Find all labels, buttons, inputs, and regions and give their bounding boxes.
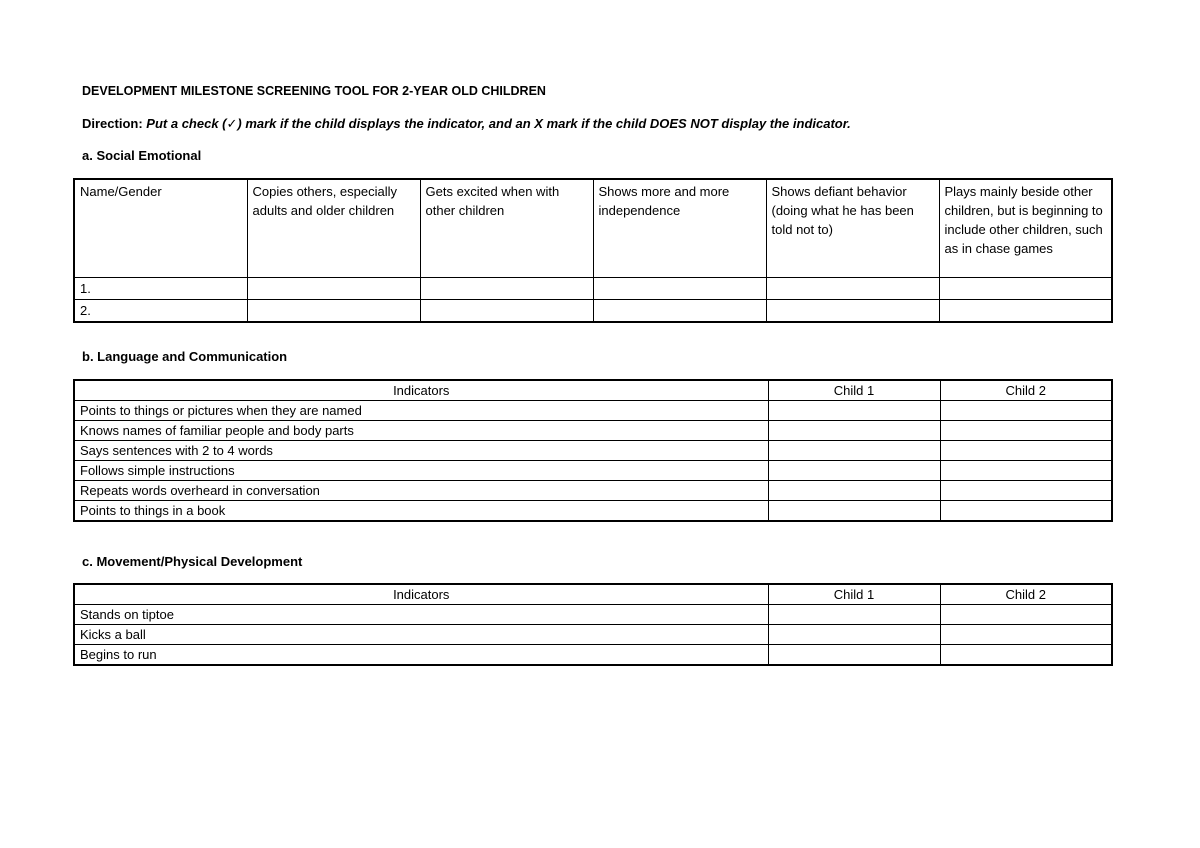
table-row <box>74 625 1112 645</box>
checkbox-cell[interactable] <box>940 441 1112 461</box>
direction-line <box>82 116 851 132</box>
table-row <box>74 300 1112 323</box>
child2-header: Child 2 <box>940 584 1112 605</box>
checkbox-cell[interactable] <box>768 441 940 461</box>
checkbox-cell[interactable] <box>940 625 1112 645</box>
social-header-cell: Copies others, especially adults and older children <box>247 179 420 278</box>
indicator-label: Stands on tiptoe <box>74 605 768 625</box>
checkbox-cell[interactable] <box>768 625 940 645</box>
checkbox-cell[interactable] <box>940 461 1112 481</box>
indicator-label: Says sentences with 2 to 4 words <box>74 441 768 461</box>
checkbox-cell[interactable] <box>940 481 1112 501</box>
social-header-cell: Gets excited when with other children <box>420 179 593 278</box>
checkbox-cell[interactable] <box>593 300 766 323</box>
checkbox-cell[interactable] <box>939 300 1112 323</box>
direction-label: Direction: <box>82 116 143 131</box>
movement-header-row <box>74 584 1112 605</box>
social-header-row <box>74 179 1112 278</box>
indicator-label: Kicks a ball <box>74 625 768 645</box>
checkbox-cell[interactable] <box>768 481 940 501</box>
checkbox-cell[interactable] <box>766 278 939 300</box>
indicator-label: Follows simple instructions <box>74 461 768 481</box>
language-header-row <box>74 380 1112 401</box>
table-row <box>74 461 1112 481</box>
checkbox-cell[interactable] <box>768 421 940 441</box>
indicator-label: Repeats words overheard in conversation <box>74 481 768 501</box>
social-emotional-table <box>73 178 1113 323</box>
checkbox-cell[interactable] <box>940 421 1112 441</box>
indicator-label: Knows names of familiar people and body parts <box>74 421 768 441</box>
child2-header: Child 2 <box>940 380 1112 401</box>
indicators-header: Indicators <box>74 584 768 605</box>
language-communication-heading: b. Language and Communication <box>82 349 288 364</box>
checkbox-cell[interactable] <box>940 605 1112 625</box>
indicator-label: Begins to run <box>74 645 768 666</box>
checkbox-cell[interactable] <box>593 278 766 300</box>
table-row <box>74 501 1112 522</box>
table-row <box>74 605 1112 625</box>
checkbox-cell[interactable] <box>420 300 593 323</box>
checkbox-cell[interactable] <box>247 300 420 323</box>
social-emotional-heading: a. Social Emotional <box>82 148 202 163</box>
movement-physical-table <box>73 583 1113 666</box>
checkbox-cell[interactable] <box>768 605 940 625</box>
movement-physical-heading: c. Movement/Physical Development <box>82 554 303 569</box>
checkbox-cell[interactable] <box>247 278 420 300</box>
direction-text: Put a check (✓) mark if the child displays the indicator, and an X mark if the child DOES NOT display the indicator. <box>146 116 851 131</box>
table-row <box>74 481 1112 501</box>
child-number-cell[interactable]: 2. <box>74 300 247 323</box>
social-header-cell: Shows more and more independence <box>593 179 766 278</box>
page-title: DEVELOPMENT MILESTONE SCREENING TOOL FOR 2-YEAR OLD CHILDREN <box>82 84 546 98</box>
checkbox-cell[interactable] <box>768 501 940 522</box>
child1-header: Child 1 <box>768 584 940 605</box>
checkbox-cell[interactable] <box>940 645 1112 666</box>
table-row <box>74 421 1112 441</box>
checkbox-cell[interactable] <box>768 461 940 481</box>
social-header-cell: Plays mainly beside other children, but is beginning to include other children, such as in chase games <box>939 179 1112 278</box>
child-number-cell[interactable]: 1. <box>74 278 247 300</box>
social-header-cell: Name/Gender <box>74 179 247 278</box>
checkbox-cell[interactable] <box>420 278 593 300</box>
indicator-label: Points to things or pictures when they are named <box>74 401 768 421</box>
checkbox-cell[interactable] <box>766 300 939 323</box>
language-communication-table <box>73 379 1113 522</box>
indicators-header: Indicators <box>74 380 768 401</box>
indicator-label: Points to things in a book <box>74 501 768 522</box>
child1-header: Child 1 <box>768 380 940 401</box>
checkbox-cell[interactable] <box>939 278 1112 300</box>
checkbox-cell[interactable] <box>768 401 940 421</box>
checkbox-cell[interactable] <box>768 645 940 666</box>
social-header-cell: Shows defiant behavior (doing what he has been told not to) <box>766 179 939 278</box>
checkbox-cell[interactable] <box>940 501 1112 522</box>
table-row <box>74 278 1112 300</box>
checkbox-cell[interactable] <box>940 401 1112 421</box>
table-row <box>74 645 1112 666</box>
table-row <box>74 441 1112 461</box>
table-row <box>74 401 1112 421</box>
